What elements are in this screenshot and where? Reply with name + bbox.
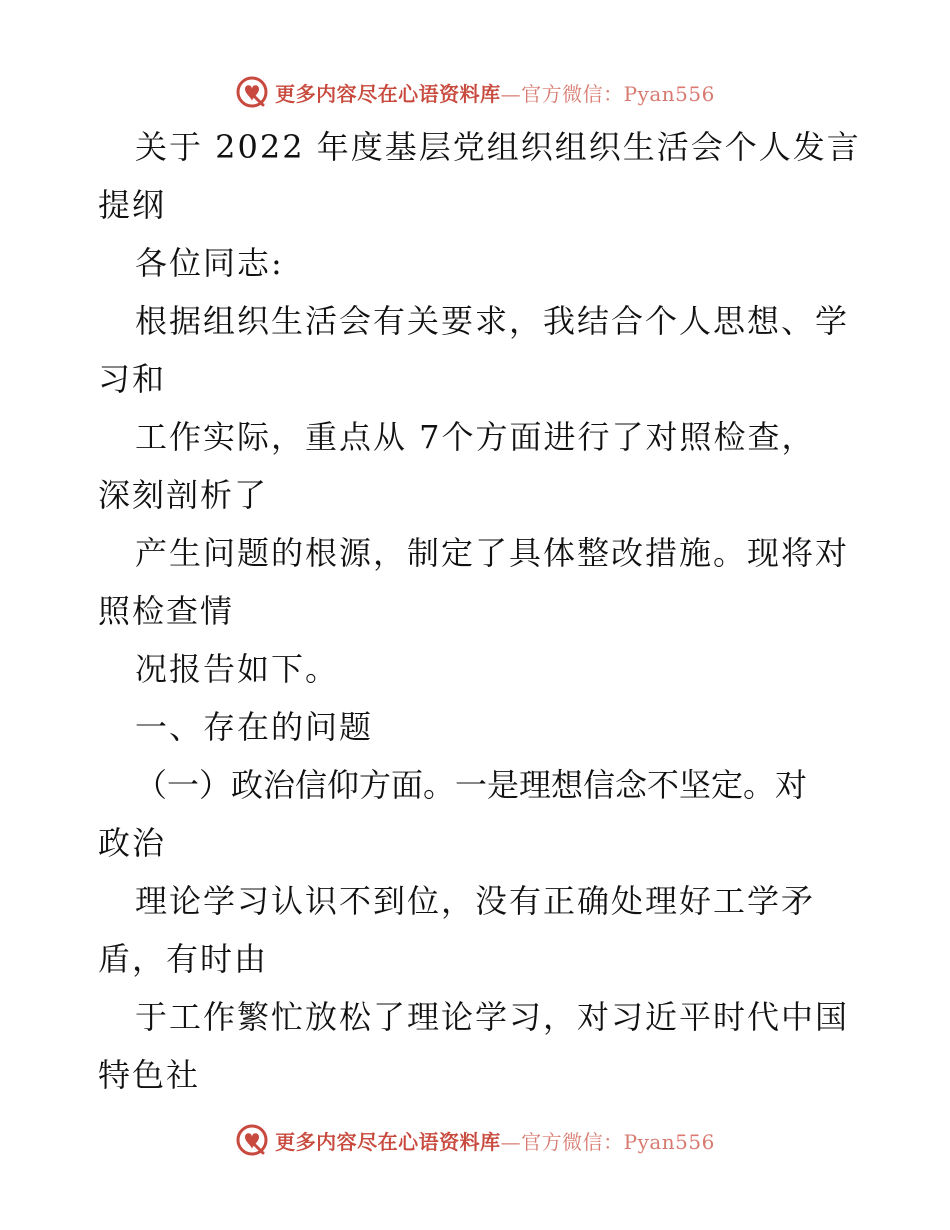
paragraph-line: 深刻剖析了 — [98, 476, 269, 514]
heart-pen-logo-icon — [235, 1123, 269, 1157]
paragraph-line: 况报告如下。 — [135, 650, 340, 688]
section-heading: 一、存在的问题 — [135, 708, 374, 746]
paragraph-line: 理论学习认识不到位，没有正确处理好工学矛 — [135, 882, 816, 920]
paragraph-line: 盾，有时由 — [98, 940, 269, 978]
salutation: 各位同志: — [135, 244, 284, 282]
watermark-footer — [0, 1120, 950, 1160]
paragraph-line: 于工作繁忙放松了理论学习，对习近平时代中国 — [135, 998, 850, 1036]
paragraph-line: 习和 — [98, 360, 167, 398]
watermark-header — [0, 72, 950, 112]
paragraph-line: 产生问题的根源，制定了具体整改措施。现将对 — [135, 534, 850, 572]
watermark-text: 更多内容尽在心语资料库—官方微信：Pyan556 — [275, 81, 715, 106]
watermark-text: 更多内容尽在心语资料库—官方微信：Pyan556 — [275, 1129, 715, 1154]
paragraph-line: 照检查情 — [98, 592, 235, 630]
document-body — [98, 118, 861, 1104]
paragraph-line: 特色社 — [98, 1056, 201, 1094]
title-line-1: 关于 2022 年度基层党组织组织生活会个人发言 — [135, 128, 861, 166]
paragraph-line: 政治 — [98, 824, 167, 862]
paragraph-line: 工作实际，重点从 7个方面进行了对照检查， — [135, 418, 816, 456]
title-line-2: 提纲 — [98, 186, 167, 224]
heart-pen-logo-icon — [235, 75, 269, 109]
paragraph-line: 根据组织生活会有关要求，我结合个人思想、学 — [135, 302, 850, 340]
paragraph-line: （一）政治信仰方面。一是理想信念不坚定。对 — [135, 766, 808, 804]
